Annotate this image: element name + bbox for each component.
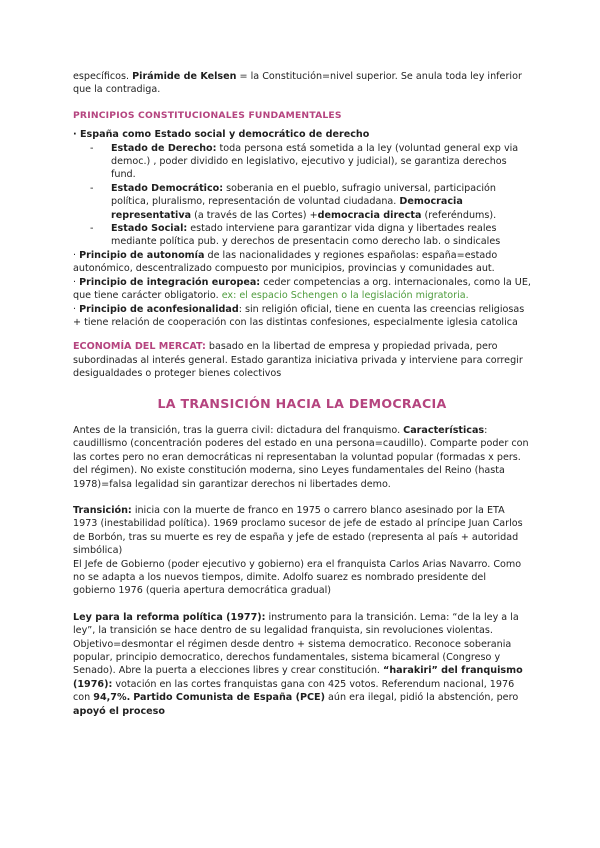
- intro-text: específicos.: [73, 71, 133, 82]
- bullet-dot: ·: [73, 276, 80, 288]
- harakiri-text: votación en las cortes franquistas gana con 425 votos. Referendum nacional, 1976 con: [73, 678, 515, 704]
- aconfesionalidad-item: [73, 303, 531, 330]
- estado-democratico-term: Estado Democrático:: [111, 182, 224, 194]
- estado-derecho-item: [73, 142, 531, 182]
- antes-text: Antes de la transición, tras la guerra civil: dictadura del franquismo.: [73, 424, 404, 436]
- aconfesionalidad-text: : sin religión oficial, tiene en cuenta las creencias religiosas + tiene relación de cooperación con las distintas confesiones, especialmente iglesia catolica: [73, 303, 525, 328]
- economia-paragraph: [73, 340, 531, 380]
- integracion-item: [73, 276, 531, 303]
- economia-label: ECONOMÍA DEL MERCAT:: [73, 341, 206, 353]
- principios-heading: PRINCIPIOS CONSTITUCIONALES FUNDAMENTALES: [73, 109, 342, 121]
- estado-derecho-text: toda persona está sometida a la ley (voluntad general exp via democ.) , poder dividido en legislativo, ejecutivo y judicial), se garantiza derechos fund.: [111, 142, 519, 181]
- estado-derecho-term: Estado de Derecho:: [111, 142, 217, 154]
- intro-text-rest: = la Constitución=nivel superior. Se anula toda ley inferior que la contradiga.: [73, 71, 522, 96]
- autonomia-item: [73, 249, 531, 276]
- ley-reforma-paragraph: [73, 611, 531, 718]
- list-dash: -: [90, 223, 94, 235]
- jefe-gobierno-paragraph: El Jefe de Gobierno (poder ejecutivo y gobierno) era el franquista Carlos Arias Navarro. Como no se adapta a los nuevos tiempos, dimite. Adolfo suarez es nombrado presidente del gobierno 1976 (queria apertura democrática gradual): [73, 558, 522, 597]
- harakiri-term: “harakiri” del franquismo (1976):: [73, 665, 523, 690]
- bullet-dot: ·: [73, 249, 80, 261]
- transicion-text: inicia con la muerte de franco en 1975 o carrero blanco asesinado por la ETA 1973 (inestabilidad política). 1969 proclamo sucesor de jefe de estado al príncipe Juan Carlos de Borbón, tras su muerte es rey de españa y jefe de estado (representa al país + autoridad simbólica): [73, 504, 523, 557]
- estado-democratico-text: soberania en el pueblo, sufragio universal, participación política, pluralismo, representación de voluntad ciudadana.: [111, 182, 497, 208]
- kelsen-term: Pirámide de Kelsen: [132, 71, 237, 82]
- estado-social-title-text: · España como Estado social y democrático de derecho: [73, 129, 370, 141]
- estado-democratico-text-2: (a través de las Cortes) +: [191, 209, 318, 221]
- caracteristicas-term: Características: [403, 424, 485, 436]
- estado-social-title: [73, 128, 531, 141]
- aconfesionalidad-term: Principio de aconfesionalidad: [79, 303, 239, 315]
- estado-social-item: [73, 222, 531, 249]
- integracion-term: Principio de integración europea:: [79, 276, 261, 288]
- page-content: [73, 70, 531, 718]
- list-dash: -: [90, 142, 94, 154]
- apoyo-proceso-term: apoyó el proceso: [73, 705, 165, 717]
- list-dash: -: [90, 182, 94, 194]
- kelsen-paragraph: [73, 70, 531, 97]
- bullet-dot: ·: [73, 303, 80, 315]
- economia-text: basado en la libertad de empresa y propiedad privada, pero subordinadas al interés general. Estado garantiza iniciativa privada y interviene para corregir desigualdades o proteger bienes colectivos: [73, 341, 523, 380]
- autonomia-term: Principio de autonomía: [79, 249, 205, 261]
- democracia-directa-term: democracia directa: [317, 209, 422, 221]
- ley-reforma-term: Ley para la reforma política (1977):: [73, 611, 266, 623]
- transicion-term: Transición:: [73, 504, 132, 516]
- antes-paragraph: [73, 424, 531, 491]
- democracia-representativa-term: Democracia representativa: [111, 196, 463, 221]
- estado-democratico-item: [73, 182, 531, 222]
- pce-text: aún era ilegal, pidió la abstención, pero: [324, 692, 519, 704]
- transicion-title: LA TRANSICIÓN HACIA LA DEMOCRACIA: [157, 395, 447, 411]
- transicion-paragraph: [73, 504, 531, 558]
- integracion-text: ceder competencias a org. internacionales, como la UE, que tiene carácter obligatorio.: [73, 276, 531, 302]
- antes-text-rest: : caudillismo (concentración poderes del estado en una persona=caudillo). Comparte poder con las cortes pero no eran democráticas ni representaban la voluntad popular (formadas x pers. del régimen). No existe constitución moderna, sino Leyes fundamentales del Reino (hasta 1978)=falsa legalidad sin garantizar derechos ni libertades demo.: [73, 424, 529, 490]
- integracion-example: ex: el espacio Schengen o la legislación migratoria.: [221, 290, 469, 302]
- pce-term: Partido Comunista de España (PCE): [133, 692, 325, 704]
- referendum-percent: 94,7%.: [93, 692, 131, 704]
- estado-democratico-text-3: (referéndums).: [421, 209, 497, 221]
- estado-social-term: Estado Social:: [111, 223, 188, 235]
- autonomia-text: de las nacionalidades y regiones españolas: españa=estado autonómico, descentralizado compuesto por municipios, provincias y comunidades aut.: [73, 249, 498, 275]
- ley-reforma-text: instrumento para la transición. Lema: “de la ley a la ley”, la transición se hace dentro de su legalidad franquista, sin revoluciones violentas. Objetivo=desmontar el régimen desde dentro + sistema democratico. Reconoce soberania popular, principio democratico, derechos fundamentales, sistema bicameral (Congreso y Senado). Abre la puerta a elecciones libres y crear constitución.: [73, 611, 519, 677]
- estado-social-text: estado interviene para garantizar vida digna y libertades reales mediante política pub. y derechos de presentacin como derecho lab. o sindicales: [111, 223, 501, 248]
